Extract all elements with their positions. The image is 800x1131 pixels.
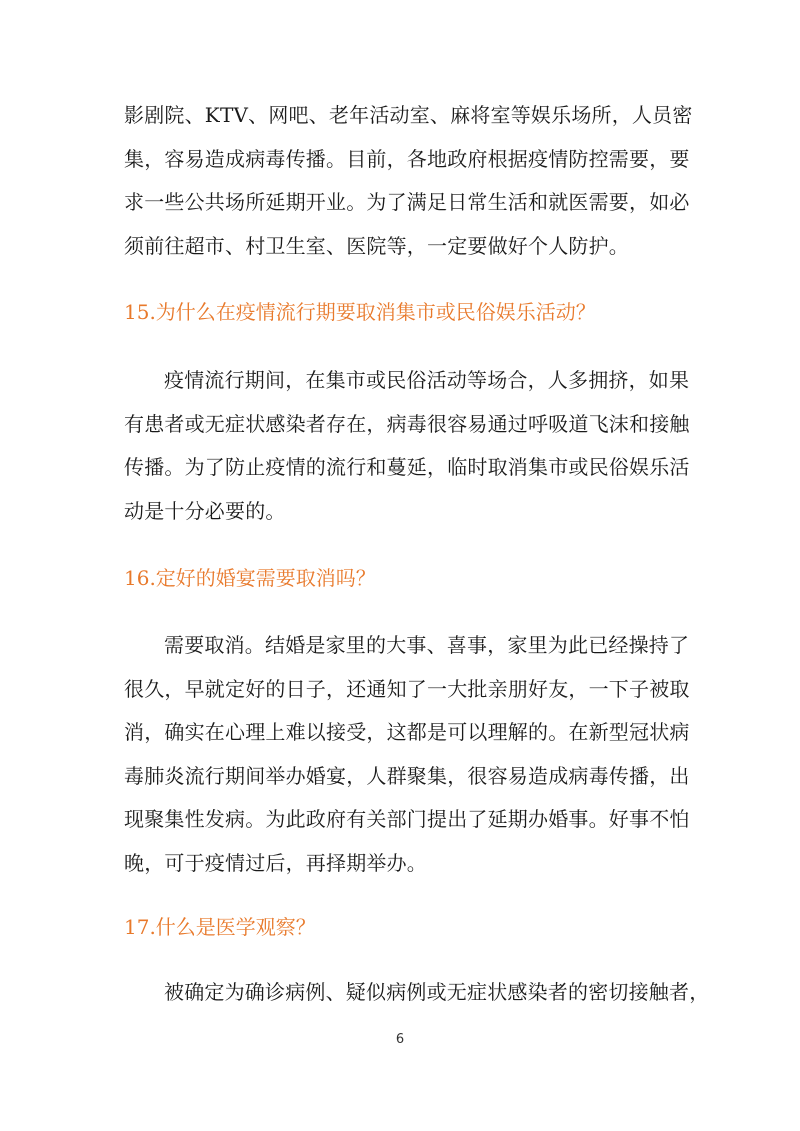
text-line: 现聚集性发病。为此政府有关部门提出了延期办婚事。好事不怕: [124, 807, 690, 831]
text-line: 求一些公共场所延期开业。为了满足日常生活和就医需要，如必: [124, 190, 690, 214]
text-line: 动是十分必要的。: [124, 498, 286, 523]
section-heading-17: 17.什么是医学观察？: [124, 915, 316, 939]
text-line: 消，确实在心理上难以接受，这都是可以理解的。在新型冠状病: [124, 720, 690, 744]
text-line: 集，容易造成病毒传播。目前，各地政府根据疫情防控需要，要: [124, 146, 690, 171]
text-line: 被确定为确诊病例、疑似病例或无症状感染者的密切接触者，: [164, 980, 710, 1004]
text-line: 须前往超市、村卫生室、医院等，一定要做好个人防护。: [124, 233, 629, 258]
section-heading-15: 15.为什么在疫情流行期要取消集市或民俗娱乐活动？: [124, 300, 596, 324]
section-heading-16: 16.定好的婚宴需要取消吗？: [124, 566, 376, 590]
text-line: 晚，可于疫情过后，再择期举办。: [124, 850, 427, 875]
text-line: 传播。为了防止疫情的流行和蔓延，临时取消集市或民俗娱乐活: [124, 455, 690, 479]
text-line: 影剧院、KTV、网吧、老年活动室、麻将室等娱乐场所，人员密: [124, 103, 693, 127]
paragraph-section-15: [124, 359, 699, 533]
paragraph-entertainment-venues: [124, 94, 699, 268]
paragraph-section-16: [124, 624, 699, 885]
paragraph-section-17: [124, 971, 710, 1015]
text-line: 疫情流行期间，在集市或民俗活动等场合，人多拥挤，如果: [164, 368, 690, 392]
text-line: 毒肺炎流行期间举办婚宴，人群聚集，很容易造成病毒传播，出: [124, 763, 690, 788]
page-number: 6: [395, 1032, 405, 1047]
text-line: 很久，早就定好的日子，还通知了一大批亲朋好友，一下子被取: [124, 676, 690, 701]
text-line: 有患者或无症状感染者存在，病毒很容易通过呼吸道飞沫和接触: [124, 411, 690, 436]
text-line: 需要取消。结婚是家里的大事、喜事，家里为此已经操持了: [164, 633, 690, 657]
